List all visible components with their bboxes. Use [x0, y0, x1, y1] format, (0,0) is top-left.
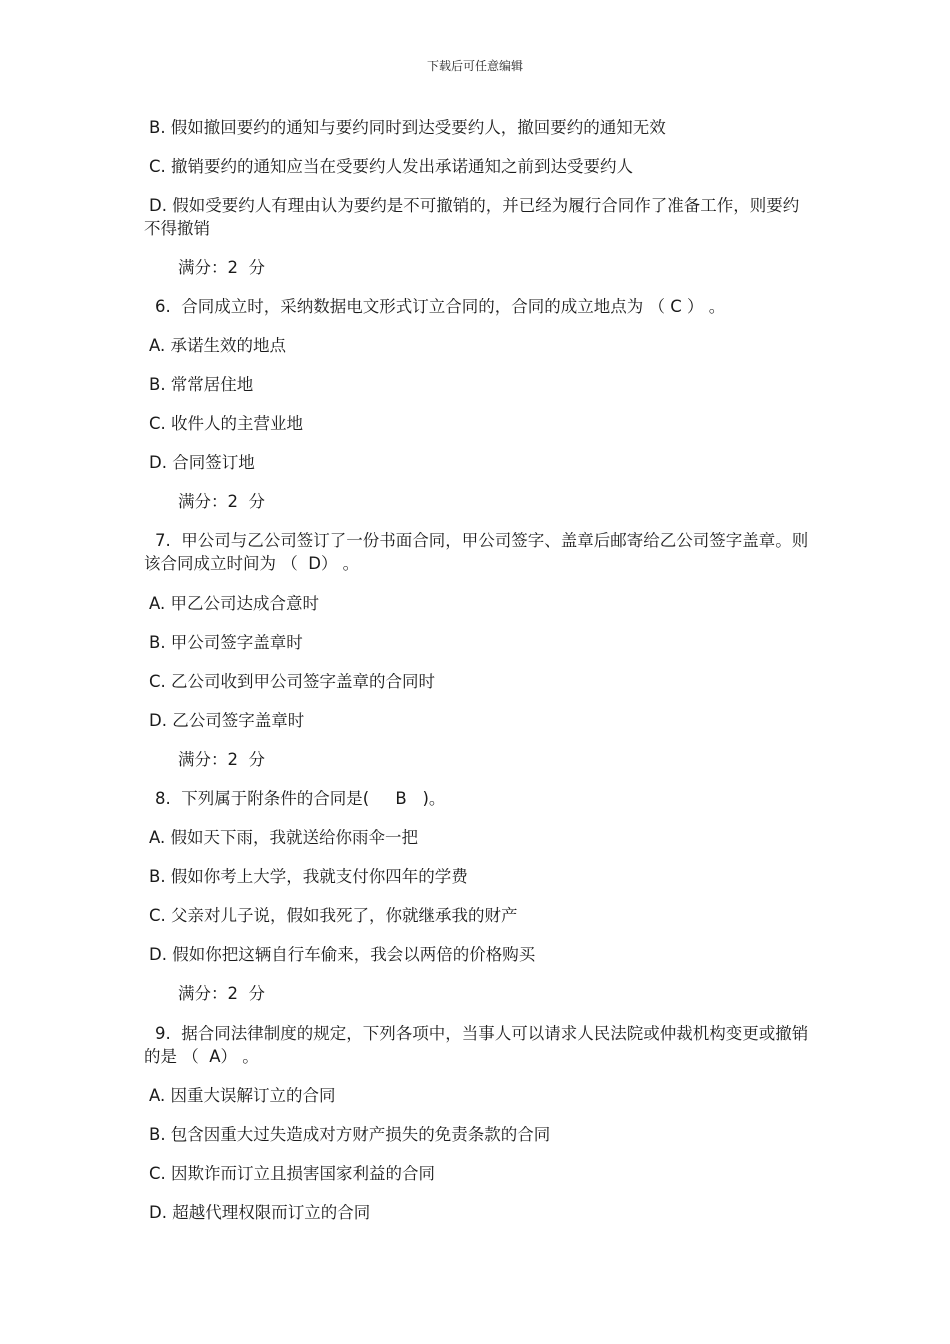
q8-option-d: D. 假如你把这辆自行车偷来，我会以两倍的价格购买 [149, 945, 536, 964]
q7-option-b: B. 甲公司签字盖章时 [149, 633, 303, 652]
q7-score: 满分：2 分 [178, 750, 265, 769]
q9-option-b: B. 包含因重大过失造成对方财产损失的免责条款的合同 [149, 1125, 551, 1144]
q5-score: 满分：2 分 [178, 258, 265, 277]
q6-stem: 6. 合同成立时，采纳数据电文形式订立合同的，合同的成立地点为 （ C ） 。 [155, 297, 726, 316]
q5-option-d: D. 假如受要约人有理由认为要约是不可撤销的，并已经为履行合同作了准备工作，则要约不得撤销 [144, 196, 800, 238]
q8-option-c: C. 父亲对儿子说，假如我死了，你就继承我的财产 [149, 906, 518, 925]
q6-option-a: A. 承诺生效的地点 [149, 336, 286, 355]
q8-option-a: A. 假如天下雨，我就送给你雨伞一把 [149, 828, 418, 847]
page-header-note: 下载后可任意编辑 [426, 59, 523, 73]
q8-stem: 8. 下列属于附条件的合同是( B )。 [155, 789, 446, 808]
q7-option-d: D. 乙公司签字盖章时 [149, 711, 305, 730]
q7-option-c: C. 乙公司收到甲公司签字盖章的合同时 [149, 672, 436, 691]
q8-score: 满分：2 分 [178, 984, 265, 1003]
q9-stem: 9. 据合同法律制度的规定，下列各项中，当事人可以请求人民法院或仲裁机构变更或撤销的是 （ A） 。 [144, 1024, 809, 1066]
q8-option-b: B. 假如你考上大学，我就支付你四年的学费 [149, 867, 468, 886]
q6-score: 满分：2 分 [178, 492, 265, 511]
q7-stem: 7. 甲公司与乙公司签订了一份书面合同，甲公司签字、盖章后邮寄给乙公司签字盖章。则该合同成立时间为 （ D） 。 [144, 531, 809, 573]
q6-option-b: B. 常常居住地 [149, 375, 254, 394]
q9-option-c: C. 因欺诈而订立且损害国家利益的合同 [149, 1164, 436, 1183]
q7-option-a: A. 甲乙公司达成合意时 [149, 594, 319, 613]
q6-option-c: C. 收件人的主营业地 [149, 414, 304, 433]
q9-option-a: A. 因重大误解订立的合同 [149, 1086, 336, 1105]
q6-option-d: D. 合同签订地 [149, 453, 255, 472]
q9-option-d: D. 超越代理权限而订立的合同 [149, 1203, 371, 1222]
q5-option-b: B. 假如撤回要约的通知与要约同时到达受要约人，撤回要约的通知无效 [149, 118, 666, 137]
q5-option-c: C. 撤销要约的通知应当在受要约人发出承诺通知之前到达受要约人 [149, 157, 634, 176]
